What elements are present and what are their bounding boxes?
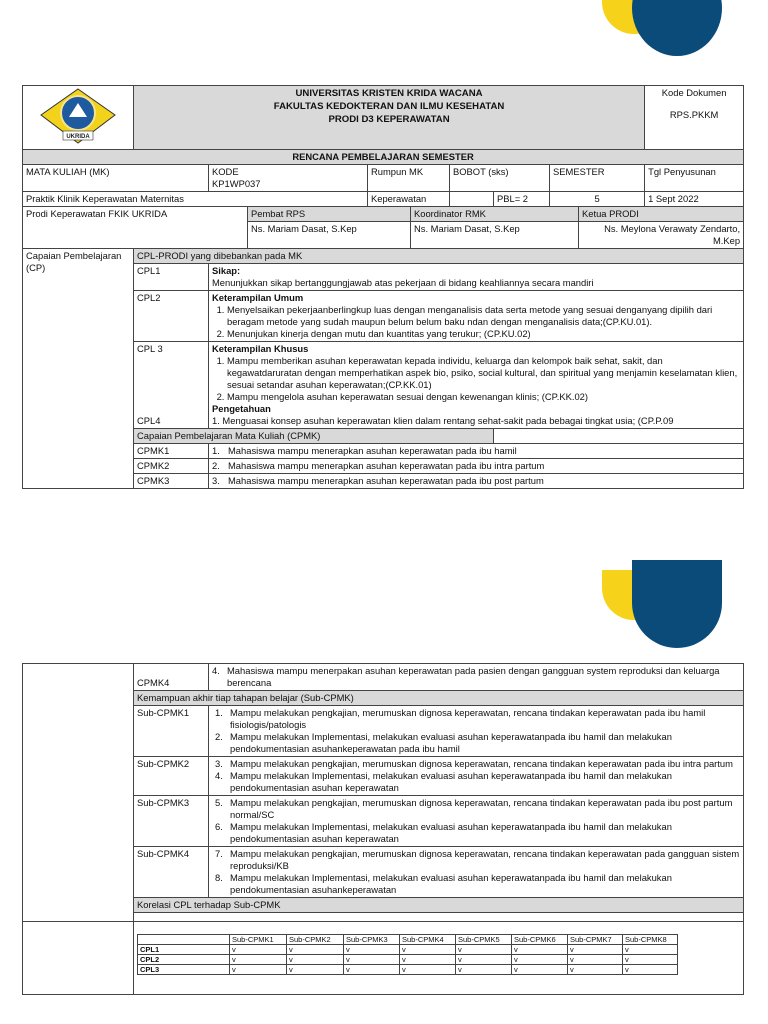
cpmk-desc: Mahasiswa mampu menerapkan asuhan keperawatan pada ibu post partum	[228, 475, 544, 486]
matrix-mark: v	[287, 965, 344, 975]
sub-cpmk-code: Sub-CPMK1	[134, 706, 209, 757]
cpl4-text: 1. Menguasai konsep asuhan keperawatan klien dalam rentang sehat-sakit pada bebagai tingkat usia; (CP.P.09	[212, 415, 674, 426]
cpmk-num: 3.	[212, 475, 220, 486]
cpmk-text	[209, 444, 744, 459]
cpl2-content	[209, 291, 744, 342]
cpmk-desc: Mahasiswa mampu menerapkan asuhan keperawatan pada ibu intra partum	[228, 460, 545, 471]
matrix-row-label: CPL1	[138, 945, 230, 955]
matrix-mark: v	[512, 965, 568, 975]
koord-label: Koordinator RMK	[411, 207, 579, 222]
matrix-mark: v	[456, 945, 512, 955]
doc-code-cell	[645, 86, 744, 150]
matrix-mark: v	[400, 965, 456, 975]
semester-label: SEMESTER	[550, 165, 645, 192]
matrix-mark: v	[400, 945, 456, 955]
cpmk4-code: CPMK4	[134, 664, 209, 691]
institution-header	[134, 86, 645, 150]
university-name: UNIVERSITAS KRISTEN KRIDA WACANA	[295, 88, 483, 99]
prodi-name: Prodi Keperawatan FKIK UKRIDA	[23, 207, 248, 249]
matrix-mark: v	[456, 965, 512, 975]
matrix-col-header: Sub-CPMK2	[287, 935, 344, 945]
cpmk-num: 2.	[212, 460, 220, 471]
item-text: Mampu melakukan Implementasi, melakukan evaluasi asuhan keperawatanpada ibu hamil dan melakukan pendokumentasian asuhan keperawatan	[230, 770, 672, 793]
matrix-row-label: CPL3	[138, 965, 230, 975]
kode-label: KODE	[212, 166, 239, 177]
matrix-mark: v	[623, 955, 678, 965]
matrix-col-header: Sub-CPMK7	[568, 935, 623, 945]
matrix-col-header: Sub-CPMK8	[623, 935, 678, 945]
matrix-left-cell	[23, 922, 134, 995]
cpl2-code: CPL2	[134, 291, 209, 342]
matrix-mark: v	[512, 945, 568, 955]
program-name: PRODI D3 KEPERAWATAN	[328, 114, 450, 125]
cpl1-title: Sikap:	[212, 265, 241, 276]
cpl2-item: 2. Menunjukan kinerja dengan mutu dan kuantitas yang terukur; (CP.KU.02)	[227, 328, 740, 340]
pbl-value: PBL= 2	[494, 192, 550, 207]
cpl-header: CPL-PRODI yang dibebankan pada MK	[134, 249, 744, 264]
logo-cell	[23, 86, 134, 150]
correlation-matrix	[137, 934, 678, 975]
cp-label: Capaian Pembelajaran (CP)	[23, 249, 134, 489]
cpl3-item: 1. Mampu memberikan asuhan keperawatan kepada individu, keluarga dan kelompok baik sehat, sakit, dan kegawatdaruratan dengan memperhatikan aspek bio, psiko, social kultural, dan spiritual yang menjamin keselamatan klien, sesuai setandar asuhan keperawatan;(CP.KK.01)	[227, 355, 740, 391]
matrix-mark: v	[344, 945, 400, 955]
cpl1-content	[209, 264, 744, 291]
matrix-col-header: Sub-CPMK1	[230, 935, 287, 945]
sub-cpmk-items	[209, 757, 744, 796]
decorative-blue-circle	[632, 0, 722, 56]
bobot-label: BOBOT (sks)	[450, 165, 550, 192]
matrix-col-header: Sub-CPMK6	[512, 935, 568, 945]
cpl4-code: CPL4	[137, 415, 161, 426]
item-num: 8.	[215, 872, 223, 883]
sub-cpmk-header: Kemampuan akhir tiap tahapan belajar (Sub-CPMK)	[134, 691, 744, 706]
course-name: Praktik Klinik Keperawatan Maternitas	[23, 192, 368, 207]
cpl3-title: Keterampilan Khusus	[212, 343, 309, 354]
item-num: 1.	[215, 707, 223, 718]
item-text: Mampu melakukan Implementasi, melakukan evaluasi asuhan keperawatanpada ibu hamil dan melakukan pendokumentasian asuhankeperawatan pada ibu hamil	[230, 731, 672, 754]
koord-name: Ns. Mariam Dasat, S.Kep	[411, 222, 579, 249]
item-num: 7.	[215, 848, 223, 859]
item-num: 5.	[215, 797, 223, 808]
cpmk-code: CPMK2	[134, 459, 209, 474]
item-text: Mampu melakukan Implementasi, melakukan evaluasi asuhan keperawatanpada ibu hamil dan melakukan pendokumentasian asuhankeperawatan	[230, 872, 672, 895]
matrix-corner	[138, 935, 230, 945]
item-num: 6.	[215, 821, 223, 832]
cpmk-desc: Mahasiswa mampu menerapkan asuhan keperawatan pada ibu hamil	[228, 445, 517, 456]
pembat-name: Ns. Mariam Dasat, S.Kep	[248, 222, 411, 249]
doc-code: RPS.PKKM	[669, 109, 719, 120]
cpmk-code: CPMK1	[134, 444, 209, 459]
item-text: Mampu melakukan pengkajian, merumuskan dignosa keperawatan, rencana tindakan keperawatan pada ibu post partum normal/SC	[230, 797, 733, 820]
ketua-name: Ns. Meylona Verawaty Zendarto, M.Kep	[579, 222, 744, 249]
item-text: Mampu melakukan pengkajian, merumuskan dignosa keperawatan, rencana tindakan keperawatan pada ibu intra partum	[230, 758, 733, 769]
cpmk-code: CPMK3	[134, 474, 209, 489]
sub-cpmk-items	[209, 847, 744, 898]
logo-text: UKRIDA	[66, 134, 90, 140]
pembat-label: Pembat RPS	[248, 207, 411, 222]
matrix-col-header: Sub-CPMK3	[344, 935, 400, 945]
sub-cpmk-code: Sub-CPMK3	[134, 796, 209, 847]
rps-table	[22, 85, 744, 489]
kode-value: KP1WP037	[212, 178, 261, 189]
cpmk4-text	[209, 664, 744, 691]
item-num: 2.	[215, 731, 223, 742]
matrix-mark: v	[623, 965, 678, 975]
rumpun-label: Rumpun MK	[368, 165, 450, 192]
cpl1-text: Menunjukkan sikap bertanggungjawab atas pekerjaan di bidang keahliannya secara mandiri	[212, 277, 594, 288]
matrix-mark: v	[568, 955, 623, 965]
cpl3-cpl4-codes	[134, 342, 209, 429]
cpmk-header-blank	[494, 429, 744, 444]
matrix-col-header: Sub-CPMK4	[400, 935, 456, 945]
matrix-row-label: CPL2	[138, 955, 230, 965]
page-one	[0, 85, 768, 489]
rps-table-continued	[22, 663, 744, 995]
cpl3-code: CPL 3	[137, 343, 163, 354]
cpmk-num: 1.	[212, 445, 220, 456]
cpmk-text	[209, 474, 744, 489]
document-title: RENCANA PEMBELAJARAN SEMESTER	[23, 150, 744, 165]
item-num: 4.	[215, 770, 223, 781]
matrix-mark: v	[344, 955, 400, 965]
cpl4-title: Pengetahuan	[212, 403, 271, 414]
doc-code-label: Kode Dokumen	[661, 87, 727, 98]
korelasi-header: Korelasi CPL terhadap Sub-CPMK	[134, 898, 744, 913]
matrix-mark: v	[623, 945, 678, 955]
matrix-mark: v	[512, 955, 568, 965]
tgl-value: 1 Sept 2022	[645, 192, 744, 207]
item-num: 3.	[215, 758, 223, 769]
matrix-mark: v	[568, 945, 623, 955]
item-text: Mampu melakukan pengkajian, merumuskan dignosa keperawatan, rencana tindakan keperawatan pada gangguan sistem reproduksi/KB	[230, 848, 740, 871]
korelasi-spacer	[134, 913, 744, 922]
item-text: Mampu melakukan pengkajian, merumuskan dignosa keperawatan, rencana tindakan keperawatan pada ibu hamil fisiologis/patologis	[230, 707, 706, 730]
cpl3-item: 2. Mampu mengelola asuhan keperawatan sesuai dengan kewenangan klinis; (CP.KK.02)	[227, 391, 740, 403]
semester-value: 5	[550, 192, 645, 207]
kode-cell	[209, 165, 368, 192]
university-logo	[33, 87, 123, 145]
cpmk-text	[209, 459, 744, 474]
matrix-col-header: Sub-CPMK5	[456, 935, 512, 945]
matrix-mark: v	[230, 945, 287, 955]
faculty-name: FAKULTAS KEDOKTERAN DAN ILMU KESEHATAN	[273, 101, 505, 112]
matrix-mark: v	[230, 965, 287, 975]
sub-cpmk-code: Sub-CPMK2	[134, 757, 209, 796]
bobot-empty	[450, 192, 494, 207]
matrix-mark: v	[568, 965, 623, 975]
sub-cpmk-code: Sub-CPMK4	[134, 847, 209, 898]
cpmk4-desc: Mahasiswa mampu menerpakan asuhan keperawatan pada pasien dengan gangguan system reproduksi dan keluarga berencana	[227, 665, 720, 688]
cpl3-content	[209, 342, 744, 429]
sub-cpmk-items	[209, 706, 744, 757]
mk-label: MATA KULIAH (MK)	[23, 165, 209, 192]
item-text: Mampu melakukan Implementasi, melakukan evaluasi asuhan keperawatanpada ibu hamil dan melakukan pendokumentasian asuhan keperawatan	[230, 821, 672, 844]
ketua-label: Ketua PRODI	[579, 207, 744, 222]
cpl1-code: CPL1	[134, 264, 209, 291]
cpl2-title: Keterampilan Umum	[212, 292, 304, 303]
sub-cpmk-items	[209, 796, 744, 847]
cp-label-cont	[23, 664, 134, 922]
cpmk4-num: 4.	[212, 665, 220, 676]
matrix-mark: v	[287, 945, 344, 955]
rumpun-value: Keperawatan	[368, 192, 450, 207]
matrix-mark: v	[287, 955, 344, 965]
decorative-blue-circle	[632, 560, 722, 648]
tgl-label: Tgl Penyusunan	[645, 165, 744, 192]
matrix-mark: v	[344, 965, 400, 975]
matrix-mark: v	[400, 955, 456, 965]
matrix-mark: v	[230, 955, 287, 965]
cpl2-item: 1. Menyelsaikan pekerjaanberlingkup luas dengan menganalisis data serta metode yang sesuai denganyang dipilih dari beragam metode yang sudah maupun belum belum baku ndan dengan menganalisis data;(CP.KU.01).	[227, 304, 740, 328]
page-two	[0, 663, 768, 995]
matrix-mark: v	[456, 955, 512, 965]
cpmk-header: Capaian Pembelajaran Mata Kuliah (CPMK)	[134, 429, 494, 444]
matrix-cell	[134, 922, 744, 995]
